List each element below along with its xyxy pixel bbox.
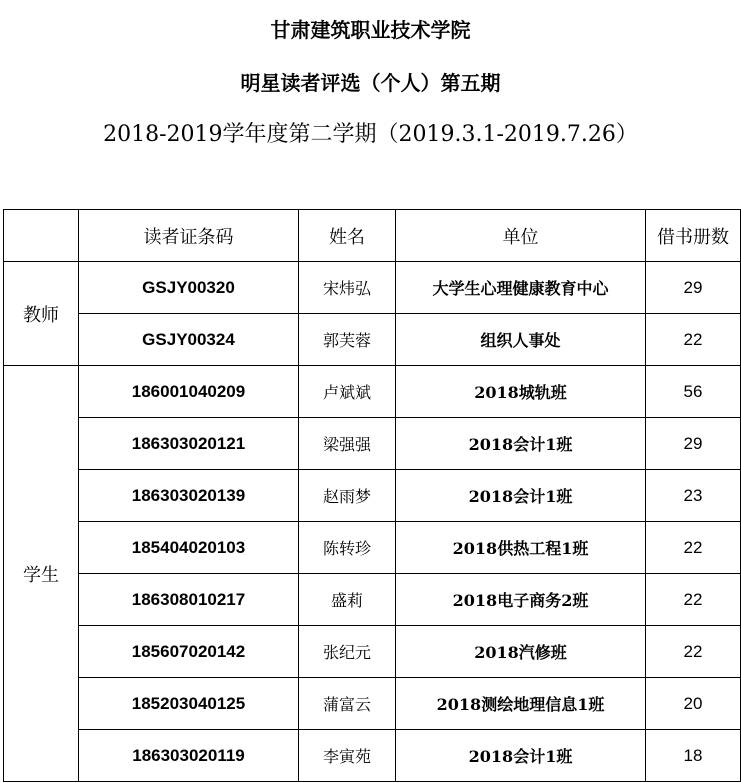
star-reader-table [3, 209, 741, 782]
card-cell: 185203040125 [79, 678, 299, 730]
name-cell: 蒲富云 [299, 678, 396, 730]
unit-cell: 组织人事处 [396, 314, 646, 366]
name-cell: 赵雨梦 [299, 470, 396, 522]
group-cell-student: 学生 [4, 366, 79, 782]
school-title: 甘肃建筑职业技术学院 [270, 18, 471, 42]
group-cell-teacher: 教师 [4, 262, 79, 366]
unit-cell: 大学生心理健康教育中心 [396, 262, 646, 314]
name-cell: 梁强强 [299, 418, 396, 470]
unit-cell: 2018城轨班 [396, 366, 646, 418]
header-count: 借书册数 [646, 210, 741, 262]
table-row [4, 418, 741, 470]
count-cell: 22 [646, 522, 741, 574]
count-cell: 29 [646, 262, 741, 314]
table-row [4, 522, 741, 574]
unit-cell: 2018会计1班 [396, 730, 646, 782]
unit-cell: 2018会计1班 [396, 418, 646, 470]
table-row [4, 470, 741, 522]
name-cell: 卢斌斌 [299, 366, 396, 418]
count-cell: 22 [646, 314, 741, 366]
table-row [4, 314, 741, 366]
name-cell: 陈转珍 [299, 522, 396, 574]
table-row [4, 262, 741, 314]
name-cell: 李寅苑 [299, 730, 396, 782]
card-cell: GSJY00320 [79, 262, 299, 314]
table-header-row [4, 210, 741, 262]
unit-cell: 2018测绘地理信息1班 [396, 678, 646, 730]
count-cell: 22 [646, 574, 741, 626]
unit-cell: 2018会计1班 [396, 470, 646, 522]
semester-title: 2018-2019学年度第二学期（2019.3.1-2019.7.26） [103, 122, 638, 147]
header-unit: 单位 [396, 210, 646, 262]
name-cell: 张纪元 [299, 626, 396, 678]
header-group [4, 210, 79, 262]
table-row [4, 626, 741, 678]
table-row [4, 678, 741, 730]
count-cell: 20 [646, 678, 741, 730]
count-cell: 18 [646, 730, 741, 782]
table-row [4, 574, 741, 626]
selection-title: 明星读者评选（个人）第五期 [240, 71, 501, 95]
card-cell: 186303020139 [79, 470, 299, 522]
count-cell: 29 [646, 418, 741, 470]
card-cell: 185607020142 [79, 626, 299, 678]
unit-cell: 2018供热工程1班 [396, 522, 646, 574]
unit-cell: 2018电子商务2班 [396, 574, 646, 626]
card-cell: 186308010217 [79, 574, 299, 626]
card-cell: 186303020121 [79, 418, 299, 470]
card-cell: GSJY00324 [79, 314, 299, 366]
card-cell: 186001040209 [79, 366, 299, 418]
header-name: 姓名 [299, 210, 396, 262]
unit-cell: 2018汽修班 [396, 626, 646, 678]
count-cell: 22 [646, 626, 741, 678]
count-cell: 23 [646, 470, 741, 522]
card-cell: 185404020103 [79, 522, 299, 574]
table-row [4, 366, 741, 418]
name-cell: 宋炜弘 [299, 262, 396, 314]
table-row [4, 730, 741, 782]
card-cell: 186303020119 [79, 730, 299, 782]
name-cell: 盛莉 [299, 574, 396, 626]
count-cell: 56 [646, 366, 741, 418]
header-card: 读者证条码 [79, 210, 299, 262]
name-cell: 郭芙蓉 [299, 314, 396, 366]
